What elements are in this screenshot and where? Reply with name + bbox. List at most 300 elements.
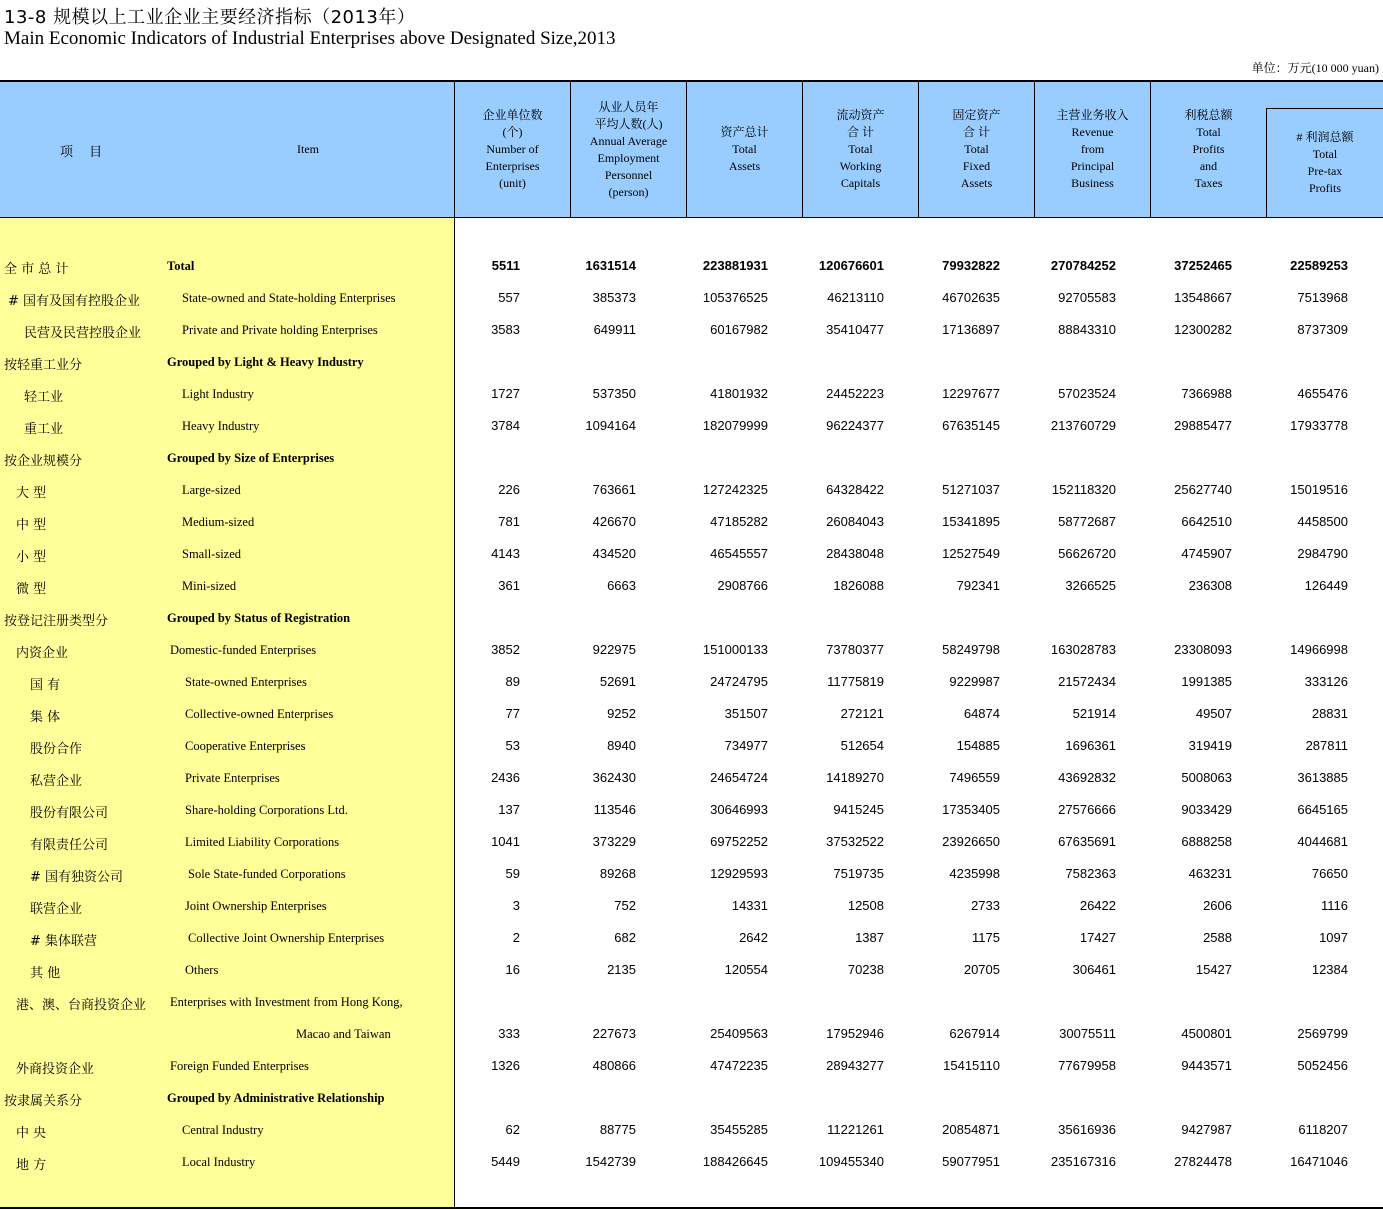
row-value: 37532522 [826, 834, 884, 849]
row-value: 188426645 [702, 1154, 768, 1169]
row-value: 227673 [592, 1026, 636, 1041]
row-value: 2908766 [717, 578, 768, 593]
table-row [0, 960, 1383, 980]
row-value: 1094164 [585, 418, 636, 433]
table-row [0, 1088, 1383, 1108]
row-value: 113546 [593, 802, 636, 817]
table-row [0, 736, 1383, 756]
row-value: 35616936 [1058, 1122, 1116, 1137]
row-value: 333126 [1304, 674, 1348, 689]
header-column-5 [918, 82, 1034, 217]
header-column-label: 利税总额 Total Profits and Taxes [1184, 108, 1233, 190]
row-value: 70238 [847, 962, 884, 977]
row-value: 79932822 [942, 258, 1000, 273]
table-row [0, 320, 1383, 340]
row-value: 2 [512, 930, 520, 945]
row-label-cn: 按登记注册类型分 [4, 614, 109, 629]
row-label-cn: 中 央 [16, 1126, 47, 1141]
row-label-en: State-owned Enterprises [185, 675, 307, 689]
row-value: 12384 [1311, 962, 1348, 977]
row-value: 4655476 [1297, 386, 1348, 401]
row-value: 21572434 [1058, 674, 1116, 689]
row-value: 752 [614, 898, 636, 913]
header-column-label: 固定资产 合 计 Total Fixed Assets [952, 108, 1001, 190]
row-value: 41801932 [710, 386, 768, 401]
row-value: 319419 [1188, 738, 1232, 753]
row-label-cn: 港、澳、台商投资企业 [16, 998, 147, 1013]
row-value: 64328422 [826, 482, 884, 497]
row-value: 557 [498, 290, 520, 305]
row-value: 1116 [1321, 898, 1348, 913]
row-value: 3 [512, 898, 520, 913]
row-value: 51271037 [942, 482, 1000, 497]
row-value: 59 [505, 866, 520, 881]
table-row [0, 768, 1383, 788]
table-row [0, 640, 1383, 660]
row-label-cn: 外商投资企业 [16, 1062, 95, 1077]
table-row [0, 928, 1383, 948]
table-row [0, 864, 1383, 884]
row-value: 734977 [724, 738, 768, 753]
table-row [0, 512, 1383, 532]
row-value: 763661 [592, 482, 636, 497]
row-value: 49507 [1195, 706, 1232, 721]
row-value: 223881931 [702, 258, 768, 273]
row-label-cn: # 国有独资公司 [30, 870, 124, 885]
row-value: 4044681 [1297, 834, 1348, 849]
row-value: 4235998 [949, 866, 1000, 881]
row-value: 1696361 [1065, 738, 1116, 753]
row-value: 154885 [956, 738, 1000, 753]
row-value: 6888258 [1181, 834, 1232, 849]
row-value: 62 [505, 1122, 520, 1137]
row-value: 7366988 [1181, 386, 1232, 401]
row-value: 28438048 [826, 546, 884, 561]
table-row [0, 672, 1383, 692]
row-value: 7519735 [833, 866, 884, 881]
row-value: 67635145 [942, 418, 1000, 433]
row-value: 20705 [963, 962, 1000, 977]
row-value: 23926650 [942, 834, 1000, 849]
row-value: 47185282 [710, 514, 768, 529]
header-column-1 [454, 82, 570, 217]
row-label-en: Central Industry [182, 1123, 264, 1137]
row-value: 16 [505, 962, 520, 977]
row-value: 58249798 [942, 642, 1000, 657]
row-value: 92705583 [1058, 290, 1116, 305]
row-value: 22589253 [1290, 258, 1348, 273]
row-label-cn: 内资企业 [16, 646, 69, 661]
row-value: 14189270 [826, 770, 884, 785]
header-column-3 [686, 82, 802, 217]
table-row [0, 480, 1383, 500]
row-label-cn: 按企业规模分 [4, 454, 83, 469]
row-value: 137 [498, 802, 520, 817]
row-label-en: Heavy Industry [182, 419, 260, 433]
row-label-cn: 轻工业 [24, 390, 64, 405]
row-value: 1097 [1319, 930, 1348, 945]
table-row [0, 608, 1383, 628]
bottom-rule [0, 1207, 1383, 1209]
row-label-en: Grouped by Status of Registration [167, 611, 351, 625]
row-value: 537350 [592, 386, 636, 401]
table-row [0, 704, 1383, 724]
row-value: 105376525 [702, 290, 768, 305]
row-value: 2436 [491, 770, 520, 785]
row-label-en: Grouped by Size of Enterprises [167, 451, 335, 465]
row-value: 213760729 [1050, 418, 1116, 433]
row-value: 6645165 [1297, 802, 1348, 817]
row-value: 15341895 [942, 514, 1000, 529]
row-label-cn: 微 型 [16, 582, 47, 597]
row-value: 17952946 [826, 1026, 884, 1041]
row-label-en: Cooperative Enterprises [185, 739, 306, 753]
row-value: 8940 [607, 738, 636, 753]
row-value: 361 [498, 578, 520, 593]
table-row [0, 832, 1383, 852]
row-value: 4500801 [1181, 1026, 1232, 1041]
row-value: 17933778 [1290, 418, 1348, 433]
row-value: 272121 [840, 706, 884, 721]
row-label-cn: 股份合作 [30, 742, 83, 757]
row-value: 14966998 [1290, 642, 1348, 657]
row-value: 8737309 [1297, 322, 1348, 337]
row-value: 46545557 [710, 546, 768, 561]
row-value: 6267914 [949, 1026, 1000, 1041]
row-value: 120554 [724, 962, 768, 977]
table-row [0, 384, 1383, 404]
row-value: 1175 [972, 930, 1000, 945]
row-value: 4458500 [1297, 514, 1348, 529]
row-label-en: Total [167, 259, 195, 273]
row-value: 17353405 [942, 802, 1000, 817]
row-value: 3784 [491, 418, 520, 433]
row-value: 46702635 [942, 290, 1000, 305]
table-row [0, 896, 1383, 916]
row-value: 120676601 [818, 258, 884, 273]
header-column-2 [570, 82, 686, 217]
row-value: 163028783 [1050, 642, 1116, 657]
header-column-8 [1266, 108, 1383, 217]
row-label-cn: 按隶属关系分 [4, 1094, 83, 1109]
row-label-cn: 按轻重工业分 [4, 358, 83, 373]
row-value: 6118207 [1298, 1122, 1348, 1137]
row-value: 20854871 [942, 1122, 1000, 1137]
row-label-en: Limited Liability Corporations [185, 835, 340, 849]
row-value: 26422 [1079, 898, 1116, 913]
row-value: 434520 [592, 546, 636, 561]
row-value: 5052456 [1297, 1058, 1348, 1073]
row-label-cn: 股份有限公司 [30, 806, 109, 821]
row-value: 2569799 [1297, 1026, 1348, 1041]
row-value: 1727 [491, 386, 520, 401]
row-value: 1387 [855, 930, 884, 945]
row-value: 1991385 [1181, 674, 1232, 689]
row-value: 5511 [491, 258, 520, 273]
row-value: 29885477 [1174, 418, 1232, 433]
row-value: 35410477 [826, 322, 884, 337]
row-value: 682 [614, 930, 636, 945]
row-value: 17136897 [942, 322, 1000, 337]
row-label-cn: 全 市 总 计 [4, 262, 69, 277]
row-value: 151000133 [702, 642, 768, 657]
row-value: 4745907 [1181, 546, 1232, 561]
row-value: 46213110 [827, 290, 884, 305]
row-value: 5008063 [1181, 770, 1232, 785]
row-label-cn: 小 型 [16, 550, 47, 565]
row-value: 649911 [593, 322, 636, 337]
row-value: 67635691 [1058, 834, 1116, 849]
row-value: 9427987 [1181, 1122, 1232, 1137]
row-value: 781 [498, 514, 520, 529]
table-row [0, 1120, 1383, 1140]
row-value: 76650 [1311, 866, 1348, 881]
row-value: 385373 [592, 290, 636, 305]
table-row [0, 1056, 1383, 1076]
row-label-cn: 有限责任公司 [30, 838, 109, 853]
row-label-en: Share-holding Corporations Ltd. [185, 803, 348, 817]
row-value: 922975 [592, 642, 636, 657]
row-label-en: Small-sized [182, 547, 242, 561]
row-value: 6663 [607, 578, 636, 593]
row-label-en: Sole State-funded Corporations [188, 867, 346, 881]
header-column-6 [1034, 82, 1150, 217]
row-value: 5449 [491, 1154, 520, 1169]
row-value: 1826088 [833, 578, 884, 593]
header-item-en: Item [297, 142, 319, 156]
row-value: 37252465 [1174, 258, 1232, 273]
table-row [0, 352, 1383, 372]
row-value: 1631514 [585, 258, 636, 273]
row-label-en: Local Industry [182, 1155, 256, 1169]
row-label-cn: 中 型 [16, 518, 47, 533]
row-value: 77679958 [1058, 1058, 1116, 1073]
row-value: 59077951 [942, 1154, 1000, 1169]
table-row [0, 1152, 1383, 1172]
table-row [0, 256, 1383, 276]
row-label-cn: # 国有及国有控股企业 [8, 294, 141, 309]
header-column-label: 企业单位数 (个) Number of Enterprises (unit) [482, 108, 543, 190]
row-value: 235167316 [1050, 1154, 1116, 1169]
row-value: 15427 [1195, 962, 1232, 977]
header-column-label: 从业人员年 平均人数(人) Annual Average Employment Personnel (person) [589, 99, 668, 199]
row-value: 27824478 [1174, 1154, 1232, 1169]
row-value: 9415245 [833, 802, 884, 817]
row-value: 126449 [1304, 578, 1348, 593]
row-value: 521914 [1072, 706, 1116, 721]
row-value: 9033429 [1181, 802, 1232, 817]
row-label-en: Collective-owned Enterprises [185, 707, 334, 721]
row-value: 69752252 [710, 834, 768, 849]
row-label-cn: # 集体联营 [30, 934, 98, 949]
row-label-en: Grouped by Light & Heavy Industry [167, 355, 364, 369]
row-value: 24452223 [826, 386, 884, 401]
row-value: 23308093 [1174, 642, 1232, 657]
row-label-en: Others [185, 963, 219, 977]
row-value: 11775819 [827, 674, 884, 689]
row-value: 351507 [724, 706, 768, 721]
row-value: 7496559 [949, 770, 1000, 785]
row-label-en: Light Industry [182, 387, 254, 401]
row-label-en: Domestic-funded Enterprises [170, 643, 317, 657]
row-value: 4143 [491, 546, 520, 561]
row-value: 226 [498, 482, 520, 497]
row-value: 88843310 [1058, 322, 1116, 337]
table-row [0, 448, 1383, 468]
row-value: 58772687 [1058, 514, 1116, 529]
row-value: 11221261 [827, 1122, 884, 1137]
table-row [0, 576, 1383, 596]
table-row [0, 416, 1383, 436]
row-value: 53 [505, 738, 520, 753]
row-value: 373229 [592, 834, 636, 849]
row-value: 270784252 [1050, 258, 1116, 273]
row-value: 306461 [1072, 962, 1116, 977]
row-value: 362430 [592, 770, 636, 785]
row-value: 512654 [840, 738, 884, 753]
row-value: 3852 [491, 642, 520, 657]
row-value: 1326 [491, 1058, 520, 1073]
row-value: 77 [505, 706, 520, 721]
header-column-label: 流动资产 合 计 Total Working Capitals [836, 108, 885, 190]
row-label-cn: 民营及民营控股企业 [24, 326, 142, 341]
row-label-en: Large-sized [182, 483, 241, 497]
row-label-en: Private and Private holding Enterprises [182, 323, 378, 337]
row-value: 12929593 [710, 866, 768, 881]
table-row [0, 1024, 1383, 1044]
row-value: 89268 [599, 866, 636, 881]
header-column-label: # 利润总额 Total Pre-tax Profits [1296, 130, 1354, 195]
row-value: 2588 [1203, 930, 1232, 945]
row-label-en: Mini-sized [182, 579, 237, 593]
row-value: 89 [505, 674, 520, 689]
row-label-en: Collective Joint Ownership Enterprises [188, 931, 385, 945]
row-value: 12297677 [942, 386, 1000, 401]
row-label-cn: 地 方 [16, 1158, 47, 1173]
row-value: 35455285 [710, 1122, 768, 1137]
row-value: 1041 [491, 834, 520, 849]
row-value: 30075511 [1059, 1026, 1116, 1041]
table-title-en: Main Economic Indicators of Industrial Enterprises above Designated Size,2013 [4, 28, 616, 49]
row-label-en: Enterprises with Investment from Hong Kong, [170, 995, 403, 1009]
row-value: 12527549 [942, 546, 1000, 561]
row-value: 14331 [731, 898, 768, 913]
row-label-en: Joint Ownership Enterprises [185, 899, 327, 913]
row-value: 2733 [971, 898, 1000, 913]
row-value: 25627740 [1174, 482, 1232, 497]
header-item-cn: 项 目 [60, 145, 109, 160]
row-value: 47472235 [710, 1058, 768, 1073]
row-value: 27576666 [1058, 802, 1116, 817]
row-value: 9443571 [1181, 1058, 1232, 1073]
row-value: 28943277 [826, 1058, 884, 1073]
row-value: 792341 [956, 578, 1000, 593]
table-row [0, 288, 1383, 308]
row-label-cn: 大 型 [16, 486, 47, 501]
row-value: 152118320 [1051, 482, 1116, 497]
row-label-cn: 其 他 [30, 966, 61, 981]
header-column-7 [1150, 82, 1266, 217]
row-value: 2984790 [1297, 546, 1348, 561]
row-value: 24654724 [710, 770, 768, 785]
row-value: 7582363 [1065, 866, 1116, 881]
row-value: 17427 [1079, 930, 1116, 945]
row-value: 43692832 [1058, 770, 1116, 785]
row-value: 2135 [607, 962, 636, 977]
row-value: 2606 [1203, 898, 1232, 913]
row-value: 96224377 [826, 418, 884, 433]
row-value: 109455340 [818, 1154, 884, 1169]
row-label-cn: 集 体 [30, 710, 61, 725]
row-value: 9229987 [949, 674, 1000, 689]
row-value: 15415110 [943, 1058, 1000, 1073]
table-row [0, 992, 1383, 1012]
row-value: 3583 [491, 322, 520, 337]
row-value: 287811 [1305, 738, 1348, 753]
table-row [0, 800, 1383, 820]
row-value: 236308 [1188, 578, 1232, 593]
row-label-en: State-owned and State-holding Enterprises [182, 291, 396, 305]
row-value: 88775 [599, 1122, 636, 1137]
row-value: 426670 [592, 514, 636, 529]
row-value: 52691 [599, 674, 636, 689]
row-label-cn: 重工业 [24, 422, 64, 437]
row-value: 12300282 [1174, 322, 1232, 337]
table-title-cn: 13-8 规模以上工业企业主要经济指标（2013年） [4, 7, 416, 28]
row-label-en: Foreign Funded Enterprises [170, 1059, 309, 1073]
row-value: 127242325 [702, 482, 768, 497]
row-value: 3266525 [1065, 578, 1116, 593]
row-value: 25409563 [710, 1026, 768, 1041]
row-value: 16471046 [1290, 1154, 1348, 1169]
row-value: 60167982 [710, 322, 768, 337]
table-row [0, 544, 1383, 564]
row-value: 26084043 [826, 514, 884, 529]
row-value: 64874 [963, 706, 1000, 721]
row-label-en: Private Enterprises [185, 771, 280, 785]
row-value: 480866 [592, 1058, 636, 1073]
row-label-en: Medium-sized [182, 515, 255, 529]
row-value: 6642510 [1181, 514, 1232, 529]
row-value: 463231 [1188, 866, 1232, 881]
row-value: 12508 [847, 898, 884, 913]
row-value: 56626720 [1058, 546, 1116, 561]
row-value: 57023524 [1058, 386, 1116, 401]
row-value: 30646993 [710, 802, 768, 817]
row-value: 13548667 [1174, 290, 1232, 305]
unit-label: 单位：万元(10 000 yuan) [1251, 61, 1379, 75]
row-label-cn: 私营企业 [30, 774, 83, 789]
row-value: 15019516 [1290, 482, 1348, 497]
row-label-en: Grouped by Administrative Relationship [167, 1091, 385, 1105]
row-label-cn: 国 有 [30, 678, 61, 693]
row-value: 182079999 [702, 418, 768, 433]
row-label-cn: 联营企业 [30, 902, 83, 917]
row-value: 24724795 [710, 674, 768, 689]
row-value: 28831 [1311, 706, 1348, 721]
row-value: 333 [498, 1026, 520, 1041]
header-column-4 [802, 82, 918, 217]
row-value: 73780377 [826, 642, 884, 657]
row-value: 7513968 [1297, 290, 1348, 305]
header-column-label: 资产总计 Total Assets [720, 125, 769, 173]
row-label-en: Macao and Taiwan [296, 1027, 391, 1041]
row-value: 9252 [607, 706, 636, 721]
row-value: 2642 [739, 930, 768, 945]
row-value: 3613885 [1297, 770, 1348, 785]
row-value: 1542739 [585, 1154, 636, 1169]
header-column-label: 主营业务收入 Revenue from Principal Business [1056, 108, 1129, 190]
